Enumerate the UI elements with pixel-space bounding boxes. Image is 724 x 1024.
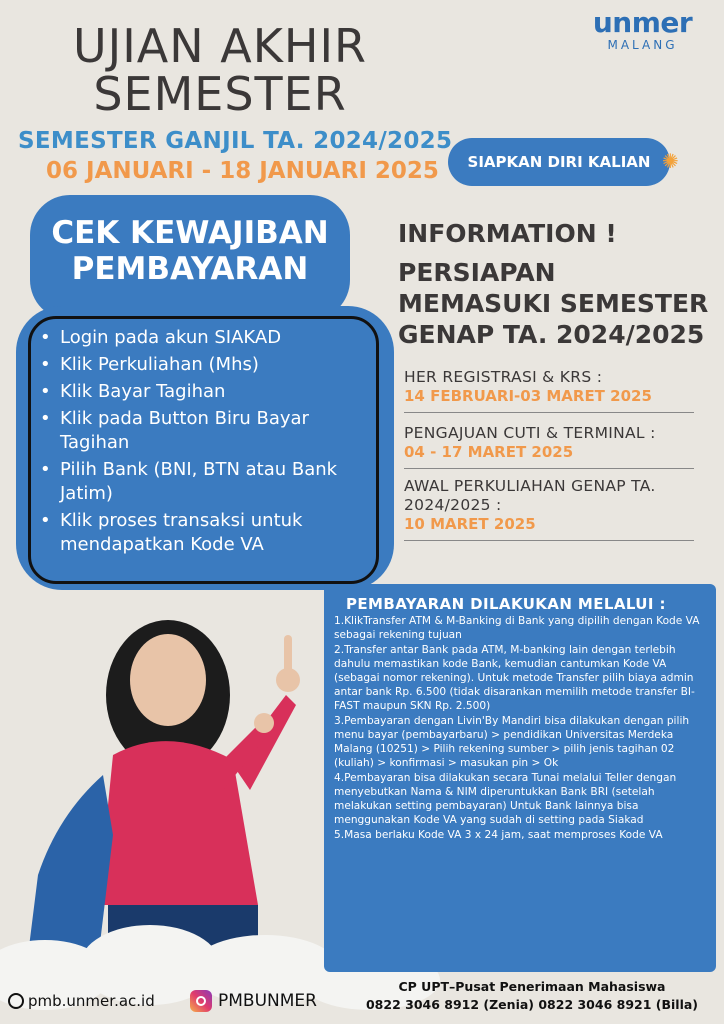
cek-kewajiban-title xyxy=(34,215,346,287)
unmer-logo xyxy=(575,8,710,52)
exam-dates: 06 JANUARI - 18 JANUARI 2025 xyxy=(46,158,439,184)
page-title xyxy=(40,19,400,121)
list-item: • Klik pada Button Biru Bayar Tagihan xyxy=(36,407,372,455)
semester-subtitle: SEMESTER GANJIL TA. 2024/2025 xyxy=(18,128,453,154)
steps-list xyxy=(36,326,372,560)
cek-line-1: CEK KEWAJIBAN xyxy=(51,215,329,251)
list-item: • Klik proses transaksi untuk mendapatkan Kode VA xyxy=(36,509,372,557)
schedule-value: 04 - 17 MARET 2025 xyxy=(404,443,574,461)
schedule-item xyxy=(404,424,694,469)
sun-icon: ✺ xyxy=(662,149,679,173)
globe-icon xyxy=(8,993,24,1009)
logo-city: MALANG xyxy=(607,38,678,52)
list-item: • Login pada akun SIAKAD xyxy=(36,326,372,350)
contact-numbers: 0822 3046 8912 (Zenia) 0822 3046 8921 (Billa) xyxy=(365,997,699,1012)
schedule-label: AWAL PERKULIAHAN GENAP TA. 2024/2025 : xyxy=(404,477,656,514)
list-item: • Pilih Bank (BNI, BTN atau Bank Jatim) xyxy=(36,458,372,506)
schedule-label: HER REGISTRASI & KRS : xyxy=(404,368,603,386)
schedule-label: PENGAJUAN CUTI & TERMINAL : xyxy=(404,424,656,442)
logo-wordmark: unmer xyxy=(592,6,693,39)
cek-line-2: PEMBAYARAN xyxy=(71,251,309,287)
website-text: pmb.unmer.ac.id xyxy=(28,992,155,1010)
schedule-item xyxy=(404,368,694,413)
payment-title: PEMBAYARAN DILAKUKAN MELALUI : xyxy=(346,595,666,613)
contact-title: CP UPT–Pusat Penerimaan Mahasiswa xyxy=(398,979,666,994)
student-photo xyxy=(18,575,338,975)
information-subheading: PERSIAPAN MEMASUKI SEMESTER GENAP TA. 2024/2025 xyxy=(398,258,709,349)
siapkan-pill xyxy=(448,138,670,186)
instagram-handle: PMBUNMER xyxy=(218,991,317,1011)
instagram-icon xyxy=(190,990,212,1012)
contact-person xyxy=(352,978,712,1014)
list-item: • Klik Bayar Tagihan xyxy=(36,380,372,404)
divider xyxy=(404,412,694,413)
list-item: 4.Pembayaran bisa dilakukan secara Tunai melalui Teller dengan menyebutkan Nama & NIM diperuntukkan Bank BRI (setelah melakukan setting pembayaran) Untuk Bank lainnya bisa menggunakan Kode VA yang sudah di setting pada Siakad xyxy=(334,772,677,826)
schedule-value: 10 MARET 2025 xyxy=(404,515,536,533)
list-item: 1.KlikTransfer ATM & M-Banking di Bank yang dipilih dengan Kode VA sebagai rekening tujuan xyxy=(334,615,700,641)
instagram-link[interactable] xyxy=(190,990,317,1012)
divider xyxy=(404,540,694,541)
schedule-value: 14 FEBRUARI-03 MARET 2025 xyxy=(404,387,652,405)
title-line-2: SEMESTER xyxy=(93,67,347,121)
payment-list xyxy=(334,614,704,843)
information-heading: INFORMATION ! xyxy=(398,219,617,248)
list-item: 3.Pembayaran dengan Livin'By Mandiri bisa dilakukan dengan pilih menu bayar (pembayarbaru) > pendidikan Universitas Merdeka Malang (10251) > Pilih rekening sumber > pilih jenis tagihan 02 (kuliah) > konfirmasi > masukan pin > Ok xyxy=(334,715,690,769)
siapkan-pill-label: SIAPKAN DIRI KALIAN xyxy=(467,153,651,171)
title-line-1: UJIAN AKHIR xyxy=(72,19,368,73)
schedule-item xyxy=(404,477,694,541)
divider xyxy=(404,468,694,469)
list-item: 5.Masa berlaku Kode VA 3 x 24 jam, saat memproses Kode VA xyxy=(334,829,663,841)
list-item: • Klik Perkuliahan (Mhs) xyxy=(36,353,372,377)
website-link[interactable] xyxy=(8,992,155,1010)
list-item: 2.Transfer antar Bank pada ATM, M-banking lain dengan terlebih dahulu memastikan kode Bank, kemudian cantumkan Kode VA (sebagai nomor rekening). Untuk metode Transfer pilih biaya admin antar bank Rp. 6.500 (tidak disarankan memilih metode transfer BI-FAST maupun SKN Rp. 2.500) xyxy=(334,644,695,712)
